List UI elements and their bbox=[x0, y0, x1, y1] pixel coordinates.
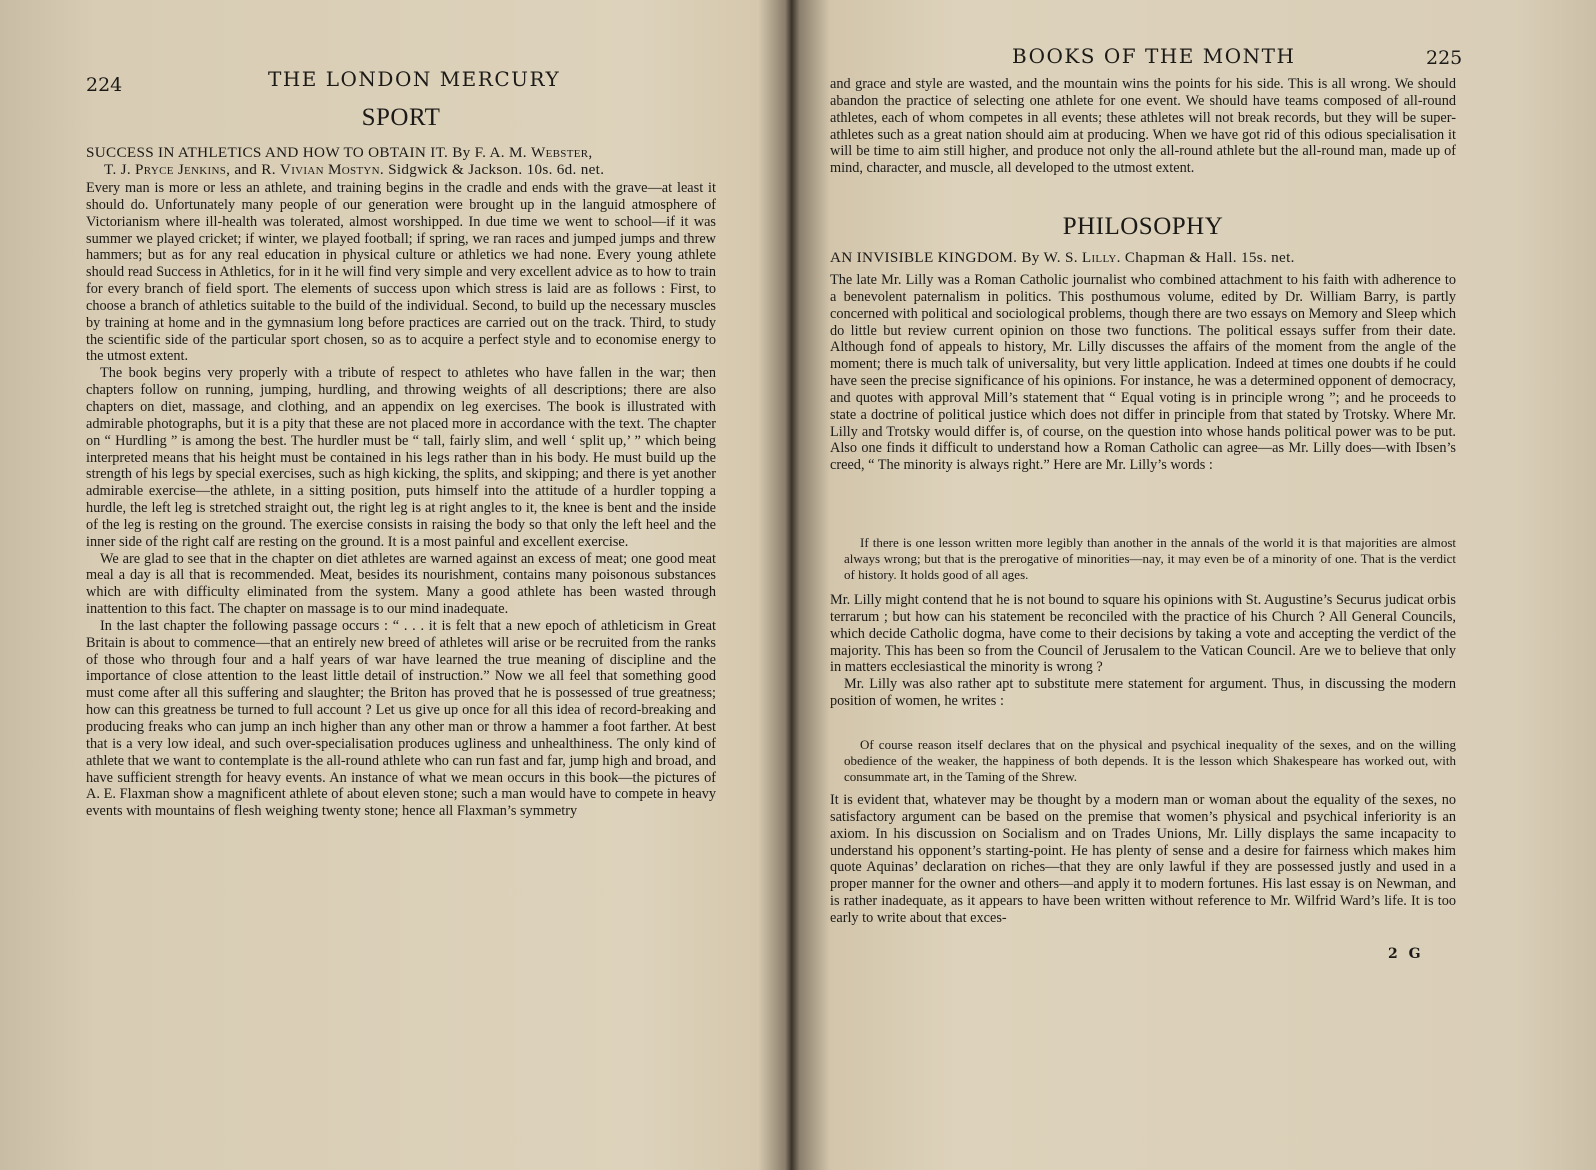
book-heading-text: AN INVISIBLE KINGDOM. By W. S. bbox=[830, 249, 1082, 266]
paragraph: It is evident that, whatever may be thought by a modern man or woman about the equality of the sexes, no satisfactory argument can be based on the premise that women’s physical and psychical inferiority is an axiom. In his discussion on Socialism and on Trades Unions, Mr. Lilly displays the same incapacity to understand his opponent’s starting-point. He has plenty of sense and a desire for fairness which makes him quote Aquinas’ declaration on riches—that they are only lawful if they are possessed justly and used in a proper manner for the owner and others—and apply it to modern fortunes. His last essay is on Newman, and is rather inadequate, as it appears to have been written without reference to Mr. Wilfrid Ward’s life. It is too early to write about that exces- bbox=[830, 792, 1456, 926]
book-heading bbox=[830, 248, 1295, 267]
book-heading-line2 bbox=[104, 160, 604, 179]
paragraph: The late Mr. Lilly was a Roman Catholic journalist who combined attachment to his faith with adherence to a benevolent paternalism in politics. This posthumous volume, edited by Dr. William Barry, is partly concerned with political and sociological problems, though there are two essays on Memory and Sleep which do little but review current opinion on those two functions. The political essays suffer from their date. Although fond of appeals to history, Mr. Lilly discusses the affairs of the moment from the angle of the moment; there is much talk of universality, but very little application. Indeed at times one doubts if he could have seen the precise significance of his opinions. For instance, he was a determined opponent of democracy, and quotes with approval Mill’s statement that “ Equal voting is in principle wrong ”; and he proceeds to state a doctrine of political justice which does not differ in principle from that stated by Trotsky. Where Mr. Lilly and Trotsky would differ is, of course, on the question into whose hands political power was to be put. Also one finds it difficult to understand how a Roman Catholic can agree—as Mr. Lilly does—with Ibsen’s creed, “ The minority is always right.” Here are Mr. Lilly’s words : bbox=[830, 272, 1456, 474]
paragraph: In the last chapter the following passage occurs : “ . . . it is felt that a new epoch of athleticism in Great Britain is about to commence—that an entirely new breed of athletes will arise or be recruited from the ranks of those who through four and a half years of war have learned the true meaning of discipline and the importance of close attention to the least little detail of instruction.” Now we all feel that something good must come after all this suffering and slaughter; the Briton has proved that he is possessed of true greatness; how can this greatness be turned to full account ? Let us give up once for all this idea of record-breaking and producing freaks who can jump an inch higher than any other man or throw a hammer a foot farther. At best that is a very low ideal, and such over-specialisation produces ugliness and unhealthiness. The only kind of athlete that we want to contemplate is the all-round athlete who can run fast and far, jump high and broad, and have sufficient strength for heavy events. An instance of what we mean occurs in this book—the pictures of A. E. Flaxman show a magnificent athlete of about eleven stone; such a man would have to compete in heavy events with mountains of flesh weighing twenty stone; hence all Flaxman’s symmetry bbox=[86, 617, 716, 820]
philosophy-paragraph-4 bbox=[830, 792, 1456, 927]
paragraph: Mr. Lilly might contend that he is not bound to square his opinions with St. Augustine’s Securus judicat orbis terrarum ; but how can his statement be reconciled with the practice of his Church ? All General Councils, which decide Catholic dogma, have come to their decisions by taking a vote and accepting the verdict of the majority. This has been so from the Council of Jerusalem to the Vatican Council. Are we to believe that only in matters ecclesiastical the minority is wrong ? bbox=[830, 592, 1456, 676]
sport-review-continuation bbox=[830, 76, 1456, 177]
left-page bbox=[0, 0, 790, 1170]
page-number: 224 bbox=[86, 74, 123, 96]
signature-mark: 2 G bbox=[1388, 946, 1424, 962]
philosophy-paragraph-2 bbox=[830, 592, 1456, 710]
paragraph: Mr. Lilly was also rather apt to substitute mere statement for argument. Thus, in discussing the modern position of women, he writes : bbox=[830, 676, 1456, 710]
quote-text: Of course reason itself declares that on the physical and psychical inequality of the sexes, and on the willing obedience of the weaker, the happiness of both depends. It is the lesson which Shakespeare has worked out, with consummate art, in the Taming of the Shrew. bbox=[844, 737, 1456, 784]
author-name: Vivian Mostyn. bbox=[279, 161, 385, 178]
paragraph: We are glad to see that in the chapter on diet athletes are warned against an excess of meat; one good meat meal a day is all that is recommended. Meat, besides its nourishment, contains many poisonous substances which are with difficulty eliminated from the system. Many a good athlete has been wasted through inattention to this fact. The chapter on massage is to our mind inadequate. bbox=[86, 550, 716, 618]
right-page bbox=[800, 0, 1596, 1170]
sport-review-body bbox=[86, 180, 716, 820]
author-name: Webster, bbox=[530, 144, 593, 161]
page-number: 225 bbox=[1426, 47, 1463, 69]
publisher-price: Chapman & Hall. 15s. net. bbox=[1120, 249, 1295, 266]
publisher-price: Sidgwick & Jackson. 10s. 6d. net. bbox=[384, 161, 605, 178]
section-title-sport: SPORT bbox=[361, 104, 441, 131]
running-head: BOOKS OF THE MONTH bbox=[1012, 44, 1296, 68]
author-prefix: T. J. bbox=[104, 161, 136, 178]
paragraph: and grace and style are wasted, and the mountain wins the points for his side. This is all wrong. We should abandon the practice of selecting one athlete for one event. We should have teams composed of all-round athletes, each of whom competes in all events; these athletes will not break records, but they will be super-athletes such as a great nation should aim at producing. When we have got rid of this odious specialisation it will be time to aim still higher, and produce not only the all-round athlete but the all-round man, made up of mind, character, and muscle, all developed to the utmost extent. bbox=[830, 76, 1456, 177]
running-head: THE LONDON MERCURY bbox=[268, 67, 561, 91]
author-name: Pryce Jenkins, bbox=[135, 161, 231, 178]
paragraph: Every man is more or less an athlete, and training begins in the cradle and ends with the grave—at least it should do. Unfortunately many people of our generation were brought up in the languid atmosphere of Victorianism where ill-health was tolerated, almost worshipped. In due time we went to school—if it was summer we played cricket; if winter, we played football; if spring, we ran races and jumped jumps and threw hammers; but as for any real education in physical culture or athletics we had none. Every young athlete should read Success in Athletics, for in it he will find very simple and very excellent advice as to how to train for every branch of field sport. The elements of success upon which stress is laid are as follows : First, to choose a branch of athletics suitable to the build of the individual. Second, to build up the necessary muscles by training at home and in the gymnasium long before practices are carried out on the track. Third, to study the scientific side of the particular sport chosen, so as to acquire a perfect style and to economise energy to the utmost extent. bbox=[86, 180, 716, 365]
section-title-philosophy: PHILOSOPHY bbox=[1062, 213, 1224, 240]
philosophy-paragraph-1 bbox=[830, 272, 1456, 474]
book-heading-text: SUCCESS IN ATHLETICS AND HOW TO OBTAIN IT. By F. A. M. bbox=[86, 144, 531, 161]
paragraph: The book begins very properly with a tribute of respect to athletes who have fallen in the war; then chapters follow on running, jumping, hurdling, and throwing weights of all descriptions; there are also chapters on diet, massage, and clothing, and an appendix on leg exercises. The book is illustrated with admirable photographs, but it is a pity that these are not placed more in accordance with the text. The chapter on “ Hurdling ” is among the best. The hurdler must be “ tall, fairly slim, and well ‘ split up,’ ” which being interpreted means that his height must be contained in his legs rather than in his body. He must build up the strength of his legs by special exercises, such as high kicking, the splits, and skipping; and there is yet another admirable exercise—the athlete, in a sitting position, puts himself into the attitude of a hurdler topping a hurdle, the left leg is stretched straight out, the right leg is at right angles to it, the knee is bent and the inside of the leg is resting on the ground. The exercise consists in raising the body so that only the left heel and the inner side of the right calf are resting on the ground. It is a most painful and excellent exercise. bbox=[86, 365, 716, 550]
quote-text: If there is one lesson written more legibly than another in the annals of the world it is that majorities are almost always wrong; but that is the prerogative of minorities—nay, it may even be of a minority of one. That is the verdict of history. It holds good of all ages. bbox=[844, 535, 1456, 582]
author-name: Lilly. bbox=[1081, 249, 1121, 266]
block-quote-1 bbox=[844, 535, 1456, 582]
author-joiner: and R. bbox=[230, 161, 280, 178]
block-quote-2 bbox=[844, 737, 1456, 784]
